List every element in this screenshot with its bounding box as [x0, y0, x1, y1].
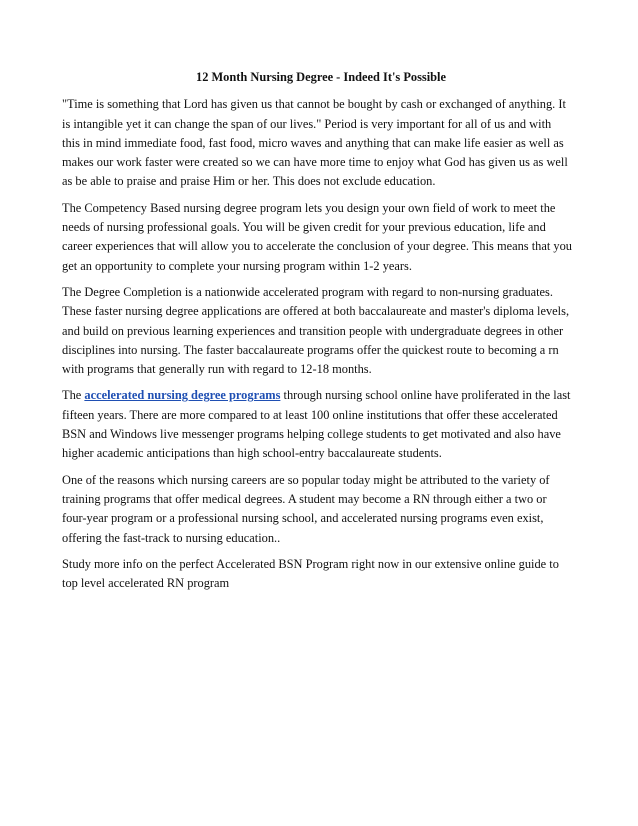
paragraph-accelerated-programs [62, 386, 572, 463]
document-page [62, 68, 572, 600]
paragraph-nursing-careers: One of the reasons which nursing careers are so popular today might be attributed to the variety of training programs that offer medical degrees. A student may become a RN through either a two or four-year program or a professional nursing school, and accelerated nursing programs even exist, offering the fast-track to nursing education.. [62, 472, 550, 545]
paragraph-competency-based: The Competency Based nursing degree program lets you design your own field of work to meet the needs of nursing professional goals. You will be given credit for your previous education, life and career experiences that will allow you to accelerate the conclusion of your degree. This means that you get an opportunity to complete your nursing program within 1-2 years. [62, 200, 572, 273]
paragraph-study-more: Study more info on the perfect Accelerated BSN Program right now in our extensive online guide to top level accelerated RN program [62, 556, 559, 591]
accelerated-nursing-degree-programs-link[interactable]: accelerated nursing degree programs [84, 388, 281, 403]
document-title: 12 Month Nursing Degree - Indeed It's Possible [196, 70, 446, 84]
paragraph-text-after-link: through nursing school online have proliferated in the last fifteen years. There are more compared to at least 100 online institutions that offer these accelerated BSN and Windows live messenger programs helping college students to get motivated and also have higher academic anticipations than high school-entry baccalaureate students. [62, 388, 571, 461]
paragraph-text-before-link: The [62, 388, 85, 403]
paragraph-time-quote: "Time is something that Lord has given us that cannot be bought by cash or exchanged of anything. It is intangible yet it can change the span of our lives." Period is very important for all of us and with this in mind immediate food, fast food, micro waves and anything that can make life easier as well as makes our work faster were created so we can have more time to enjoy what God has given us as well as be able to praise and praise Him or her. This does not exclude education. [62, 97, 568, 189]
paragraph-degree-completion: The Degree Completion is a nationwide accelerated program with regard to non-nursing graduates. These faster nursing degree applications are offered at both baccalaureate and master's diploma levels, and build on previous learning experiences and transition people with undergraduate degrees in other disciplines into nursing. The faster baccalaureate programs offer the quickest route to becoming a rn with programs that generally run with regard to 12-18 months. [62, 284, 570, 377]
